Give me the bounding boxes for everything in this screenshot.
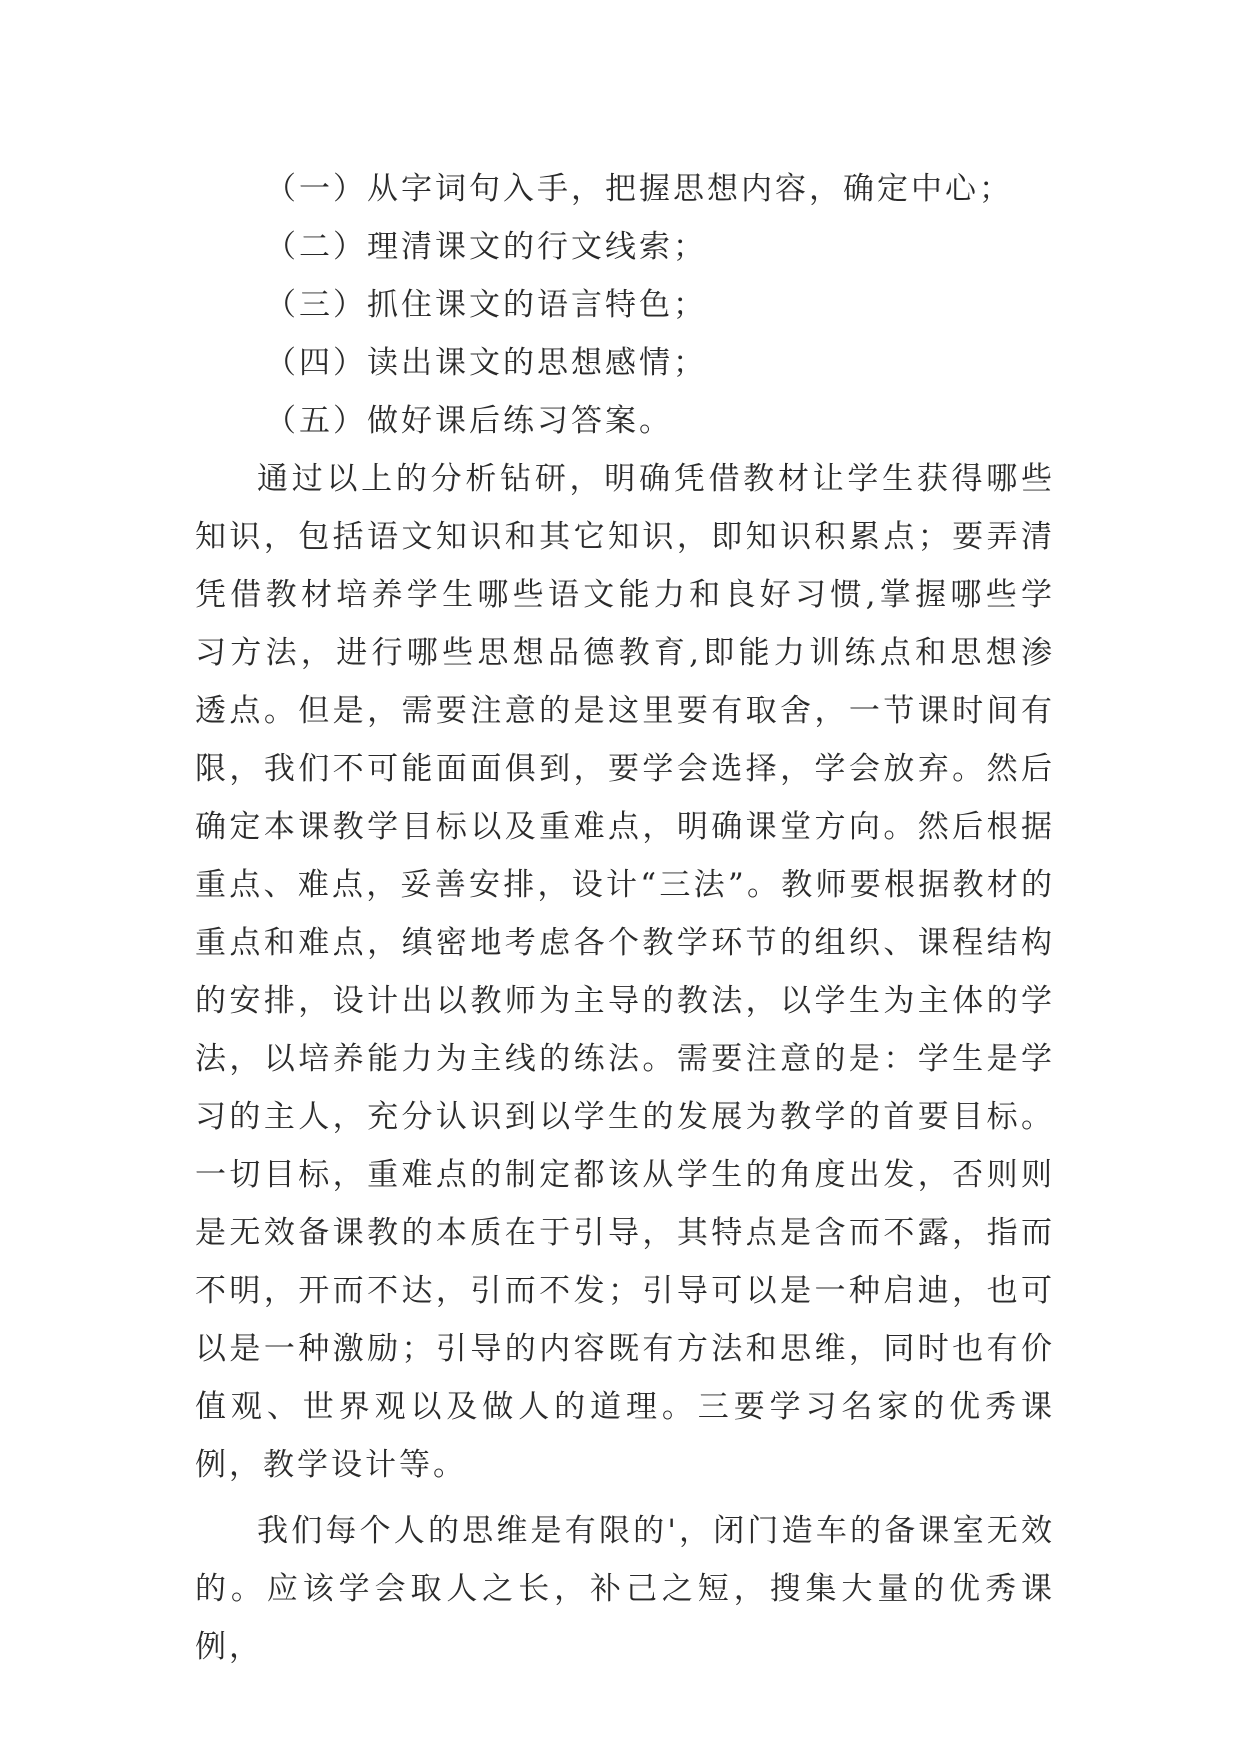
document-body: [195, 160, 1055, 1676]
paragraph-collaboration: 我们每个人的思维是有限的'，闭门造车的备课室无效的。应该学会取人之长，补己之短，搜集大量的优秀课例，: [195, 1513, 1055, 1665]
list-item: （五）做好课后练习答案。: [265, 403, 673, 439]
paragraph-analysis: 通过以上的分析钻研，明确凭借教材让学生获得哪些知识，包括语文知识和其它知识，即知识积累点；要弄清凭借教材培养学生哪些语文能力和良好习惯,掌握哪些学习方法，进行哪些思想品德教育,即能力训练点和思想渗透点。但是，需要注意的是这里要有取舍，一节课时间有限，我们不可能面面俱到，要学会选择，学会放弃。然后确定本课教学目标以及重难点，明确课堂方向。然后根据重点、难点，妥善安排，设计“三法”。教师要根据教材的重点和难点，缜密地考虑各个教学环节的组织、课程结构的安排，设计出以教师为主导的教法，以学生为主体的学法，以培养能力为主线的练法。需要注意的是：学生是学习的主人，充分认识到以学生的发展为教学的首要目标。一切目标，重难点的制定都该从学生的角度出发，否则则是无效备课教的本质在于引导，其特点是含而不露，指而不明，开而不达，引而不发；引导可以是一种启迪，也可以是一种激励；引导的内容既有方法和思维，同时也有价值观、世界观以及做人的道理。三要学习名家的优秀课例，教学设计等。: [195, 461, 1055, 1483]
list-item: （三）抓住课文的语言特色；: [265, 287, 707, 323]
list-item: （四）读出课文的思想感情；: [265, 345, 707, 381]
list-item: （二）理清课文的行文线索；: [265, 229, 707, 265]
list-item: （一）从字词句入手，把握思想内容，确定中心；: [265, 171, 1013, 207]
